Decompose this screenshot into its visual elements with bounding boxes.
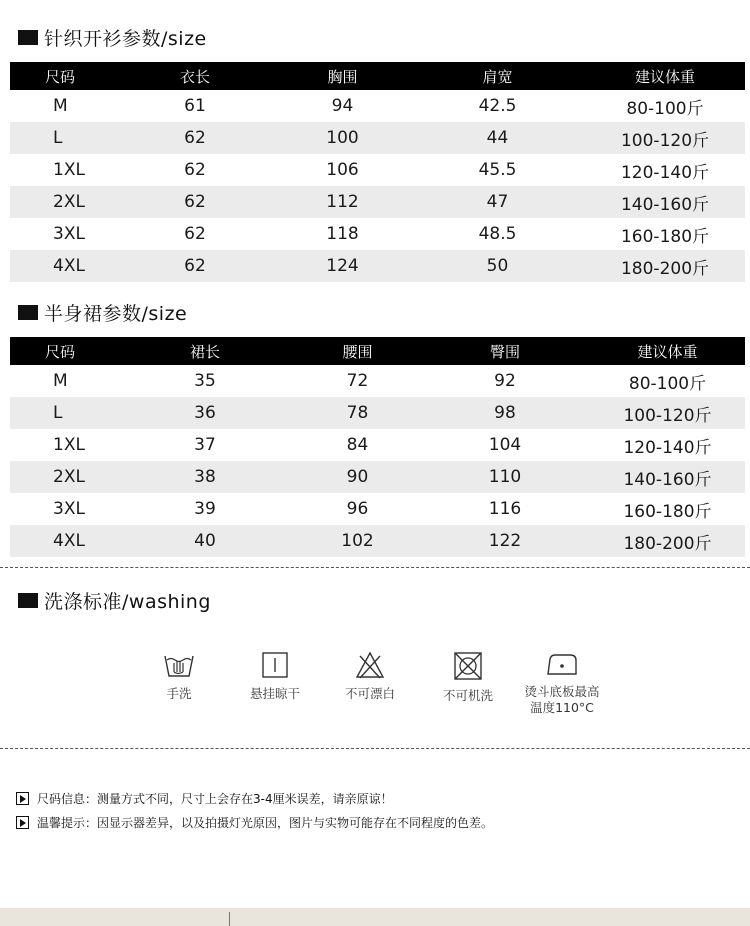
note-color-tip bbox=[16, 814, 493, 831]
cell-shoulder: 47 bbox=[486, 192, 509, 212]
cell-waist: 96 bbox=[346, 499, 369, 519]
cell-weight: 80-100斤 bbox=[628, 373, 707, 394]
cell-size: 4XL bbox=[53, 531, 85, 551]
cell-weight: 180-200斤 bbox=[620, 258, 710, 279]
table-row bbox=[10, 186, 745, 218]
cell-shoulder: 45.5 bbox=[478, 160, 517, 180]
section-divider bbox=[0, 748, 750, 749]
table-row bbox=[10, 122, 745, 154]
skirt-section-title bbox=[18, 299, 187, 326]
table-row bbox=[10, 365, 745, 397]
header-bust: 胸围 bbox=[327, 67, 358, 86]
cell-weight: 180-200斤 bbox=[623, 533, 712, 554]
cell-size: L bbox=[53, 128, 63, 148]
cell-size: L bbox=[53, 403, 63, 423]
table-row bbox=[10, 429, 745, 461]
washing-item bbox=[131, 650, 227, 702]
washing-section-title bbox=[18, 587, 211, 614]
cell-weight: 140-160斤 bbox=[620, 194, 710, 215]
bottom-strip-line bbox=[229, 912, 230, 926]
cell-weight: 80-100斤 bbox=[626, 98, 704, 119]
table-row bbox=[10, 218, 745, 250]
section-divider bbox=[0, 567, 750, 568]
cell-length: 62 bbox=[184, 128, 206, 148]
no-machine-wash-label: 不可机洗 bbox=[442, 688, 493, 703]
bottom-image-strip bbox=[0, 908, 750, 926]
knit-section-title bbox=[18, 24, 207, 51]
cell-waist: 90 bbox=[346, 467, 369, 487]
title-square-icon bbox=[18, 305, 38, 320]
cell-size: M bbox=[53, 96, 68, 116]
cell-skirt-length: 37 bbox=[194, 435, 216, 455]
cell-bust: 106 bbox=[326, 160, 359, 180]
note-size-info bbox=[16, 790, 393, 807]
cell-waist: 72 bbox=[346, 371, 369, 391]
table-row bbox=[10, 90, 745, 122]
cell-size: 3XL bbox=[53, 499, 85, 519]
knit-table-header bbox=[10, 62, 745, 90]
header-weight: 建议体重 bbox=[637, 342, 698, 361]
cell-length: 62 bbox=[184, 160, 206, 180]
skirt-size-table bbox=[10, 337, 745, 557]
cell-bust: 94 bbox=[331, 96, 354, 116]
no-bleach-icon bbox=[354, 650, 386, 680]
cell-waist: 78 bbox=[346, 403, 369, 423]
cell-weight: 140-160斤 bbox=[623, 469, 712, 490]
cell-shoulder: 42.5 bbox=[478, 96, 517, 116]
cell-length: 62 bbox=[184, 192, 206, 212]
cell-bust: 118 bbox=[326, 224, 359, 244]
table-row bbox=[10, 493, 745, 525]
header-weight: 建议体重 bbox=[634, 67, 695, 86]
skirt-table-header bbox=[10, 337, 745, 365]
cell-weight: 160-180斤 bbox=[623, 501, 712, 522]
cell-hip: 98 bbox=[494, 403, 516, 423]
cell-bust: 112 bbox=[326, 192, 359, 212]
iron-label-line2: 温度110°C bbox=[530, 700, 594, 715]
cell-size: 1XL bbox=[53, 160, 85, 180]
knit-size-table bbox=[10, 62, 745, 282]
cell-hip: 92 bbox=[494, 371, 516, 391]
cell-weight: 100-120斤 bbox=[623, 405, 712, 426]
cell-bust: 124 bbox=[326, 256, 359, 276]
cell-bust: 100 bbox=[326, 128, 359, 148]
washing-item bbox=[420, 650, 516, 704]
hang-dry-label: 悬挂晾干 bbox=[249, 686, 300, 701]
table-row bbox=[10, 250, 745, 282]
cell-shoulder: 48.5 bbox=[478, 224, 517, 244]
iron-icon bbox=[545, 650, 579, 678]
cell-size: M bbox=[53, 371, 68, 391]
table-row bbox=[10, 397, 745, 429]
no-machine-wash-icon bbox=[452, 650, 484, 682]
cell-skirt-length: 40 bbox=[194, 531, 216, 551]
header-size: 尺码 bbox=[45, 67, 76, 86]
cell-skirt-length: 35 bbox=[194, 371, 216, 391]
cell-size: 1XL bbox=[53, 435, 85, 455]
note-text: 尺码信息：测量方式不同，尺寸上会存在3-4厘米误差，请亲原谅！ bbox=[37, 792, 393, 806]
header-size: 尺码 bbox=[45, 342, 76, 361]
cell-weight: 160-180斤 bbox=[620, 226, 710, 247]
cell-size: 4XL bbox=[53, 256, 85, 276]
cell-weight: 100-120斤 bbox=[620, 130, 710, 151]
washing-item bbox=[514, 650, 610, 716]
cell-hip: 122 bbox=[488, 531, 522, 551]
header-length: 衣长 bbox=[179, 67, 210, 86]
cell-hip: 104 bbox=[488, 435, 522, 455]
cell-length: 62 bbox=[184, 256, 206, 276]
cell-skirt-length: 39 bbox=[194, 499, 216, 519]
cell-skirt-length: 38 bbox=[194, 467, 216, 487]
cell-weight: 120-140斤 bbox=[623, 437, 712, 458]
title-square-icon bbox=[18, 593, 38, 608]
iron-label-line1: 烫斗底板最高 bbox=[524, 684, 600, 699]
skirt-title-text: 半身裙参数/size bbox=[44, 303, 188, 325]
cell-length: 62 bbox=[184, 224, 206, 244]
knit-title-text: 针织开衫参数/size bbox=[44, 28, 207, 50]
cell-hip: 116 bbox=[488, 499, 522, 519]
washing-item bbox=[322, 650, 418, 702]
header-shoulder: 肩宽 bbox=[482, 67, 513, 86]
table-row bbox=[10, 154, 745, 186]
iron-label bbox=[514, 684, 610, 716]
cell-skirt-length: 36 bbox=[194, 403, 216, 423]
header-skirt-length: 裙长 bbox=[189, 342, 220, 361]
cell-hip: 110 bbox=[488, 467, 522, 487]
washing-item bbox=[227, 650, 323, 702]
play-icon bbox=[16, 816, 29, 829]
note-text: 温馨提示：因显示器差异，以及拍摄灯光原因，图片与实物可能存在不同程度的色差。 bbox=[37, 816, 494, 830]
cell-weight: 120-140斤 bbox=[620, 162, 710, 183]
cell-length: 61 bbox=[184, 96, 206, 116]
table-row bbox=[10, 525, 745, 557]
hand-wash-label: 手洗 bbox=[166, 686, 192, 701]
header-hip: 臀围 bbox=[489, 342, 520, 361]
cell-size: 3XL bbox=[53, 224, 85, 244]
no-bleach-label: 不可漂白 bbox=[344, 686, 395, 701]
cell-size: 2XL bbox=[53, 467, 85, 487]
play-icon bbox=[16, 792, 29, 805]
cell-waist: 84 bbox=[346, 435, 369, 455]
title-square-icon bbox=[18, 30, 38, 45]
header-waist: 腰围 bbox=[342, 342, 373, 361]
cell-shoulder: 44 bbox=[486, 128, 509, 148]
cell-size: 2XL bbox=[53, 192, 85, 212]
hang-dry-icon bbox=[260, 650, 290, 680]
hand-wash-icon bbox=[163, 650, 195, 680]
cell-waist: 102 bbox=[341, 531, 374, 551]
cell-shoulder: 50 bbox=[486, 256, 509, 276]
washing-title-text: 洗涤标准/washing bbox=[44, 591, 211, 613]
table-row bbox=[10, 461, 745, 493]
